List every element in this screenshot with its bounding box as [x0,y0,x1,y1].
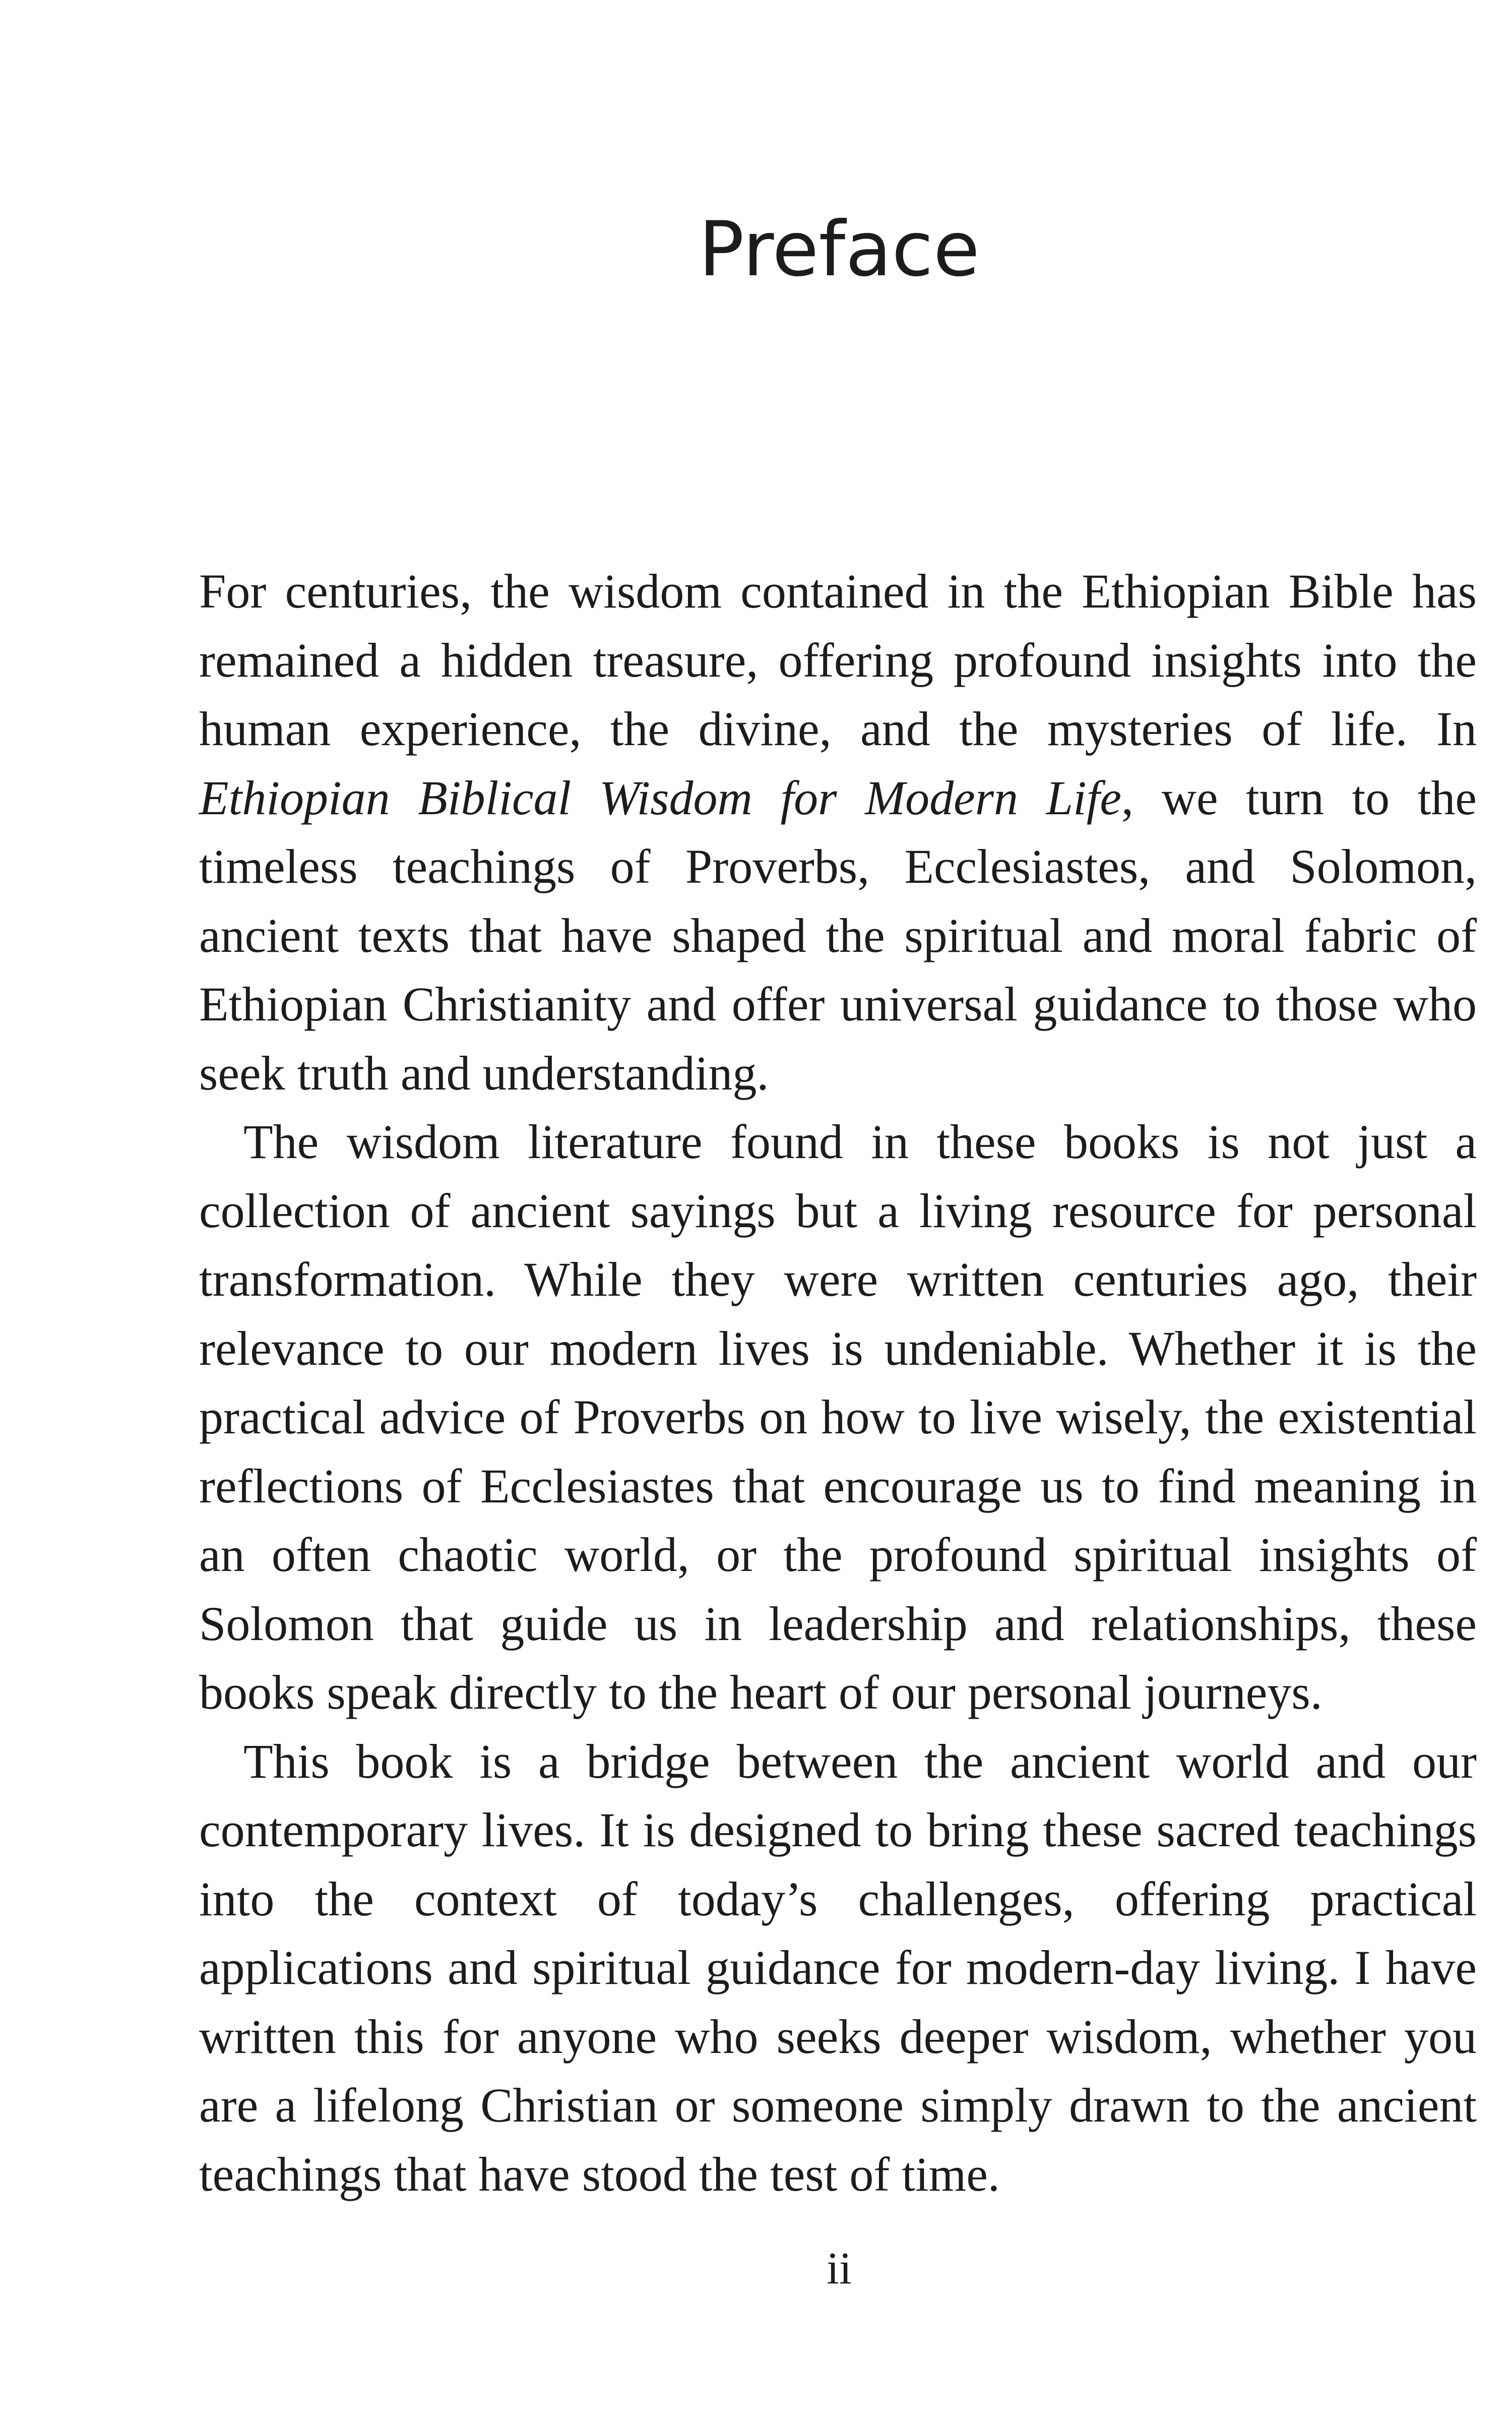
paragraph-3: This book is a bridge between the ancient world and our contemporary lives. It is designed to bring these sacred teachings into the context of today’s challenges, offering practical applications and spiritual guidance for modern-day living. I have written this for anyone who seeks deeper wisdom, whether you are a lifelong Christian or someone simply drawn to the ancient teachings that have stood the test of time. [199,1734,1477,2201]
paragraph-2: The wisdom literature found in these books is not just a collection of ancient sayings but a living resource for personal transformation. While they were written centuries ago, their relevance to our modern lives is undeniable. Whether it is the practical advice of Proverbs on how to live wisely, the existential reflections of Ecclesiastes that encourage us to find meaning in an often chaotic world, or the profound spiritual insights of Solomon that guide us in leadership and relationships, these books speak directly to the heart of our personal journeys. [199,1115,1477,1719]
page-number: ii [826,2244,852,2293]
paragraph-1-text-end: , we turn to the timeless teachings of Proverbs, Ecclesiastes, and Solomon, ancient texts that have shaped the spiritual and moral fabric of Ethiopian Christianity and offer universal guidance to those who seek truth and understanding. [199,770,1477,1100]
paragraph-1 [199,557,1477,1108]
book-title-italic: Ethiopian Biblical Wisdom for Modern Life [199,770,1122,825]
paragraph-1-text-start: For centuries, the wisdom contained in the Ethiopian Bible has remained a hidden treasure, offering profound insights into the human experience, the divine, and the mysteries of life. In [199,564,1477,756]
preface-body [199,557,1477,2209]
page-title: Preface [699,206,980,293]
